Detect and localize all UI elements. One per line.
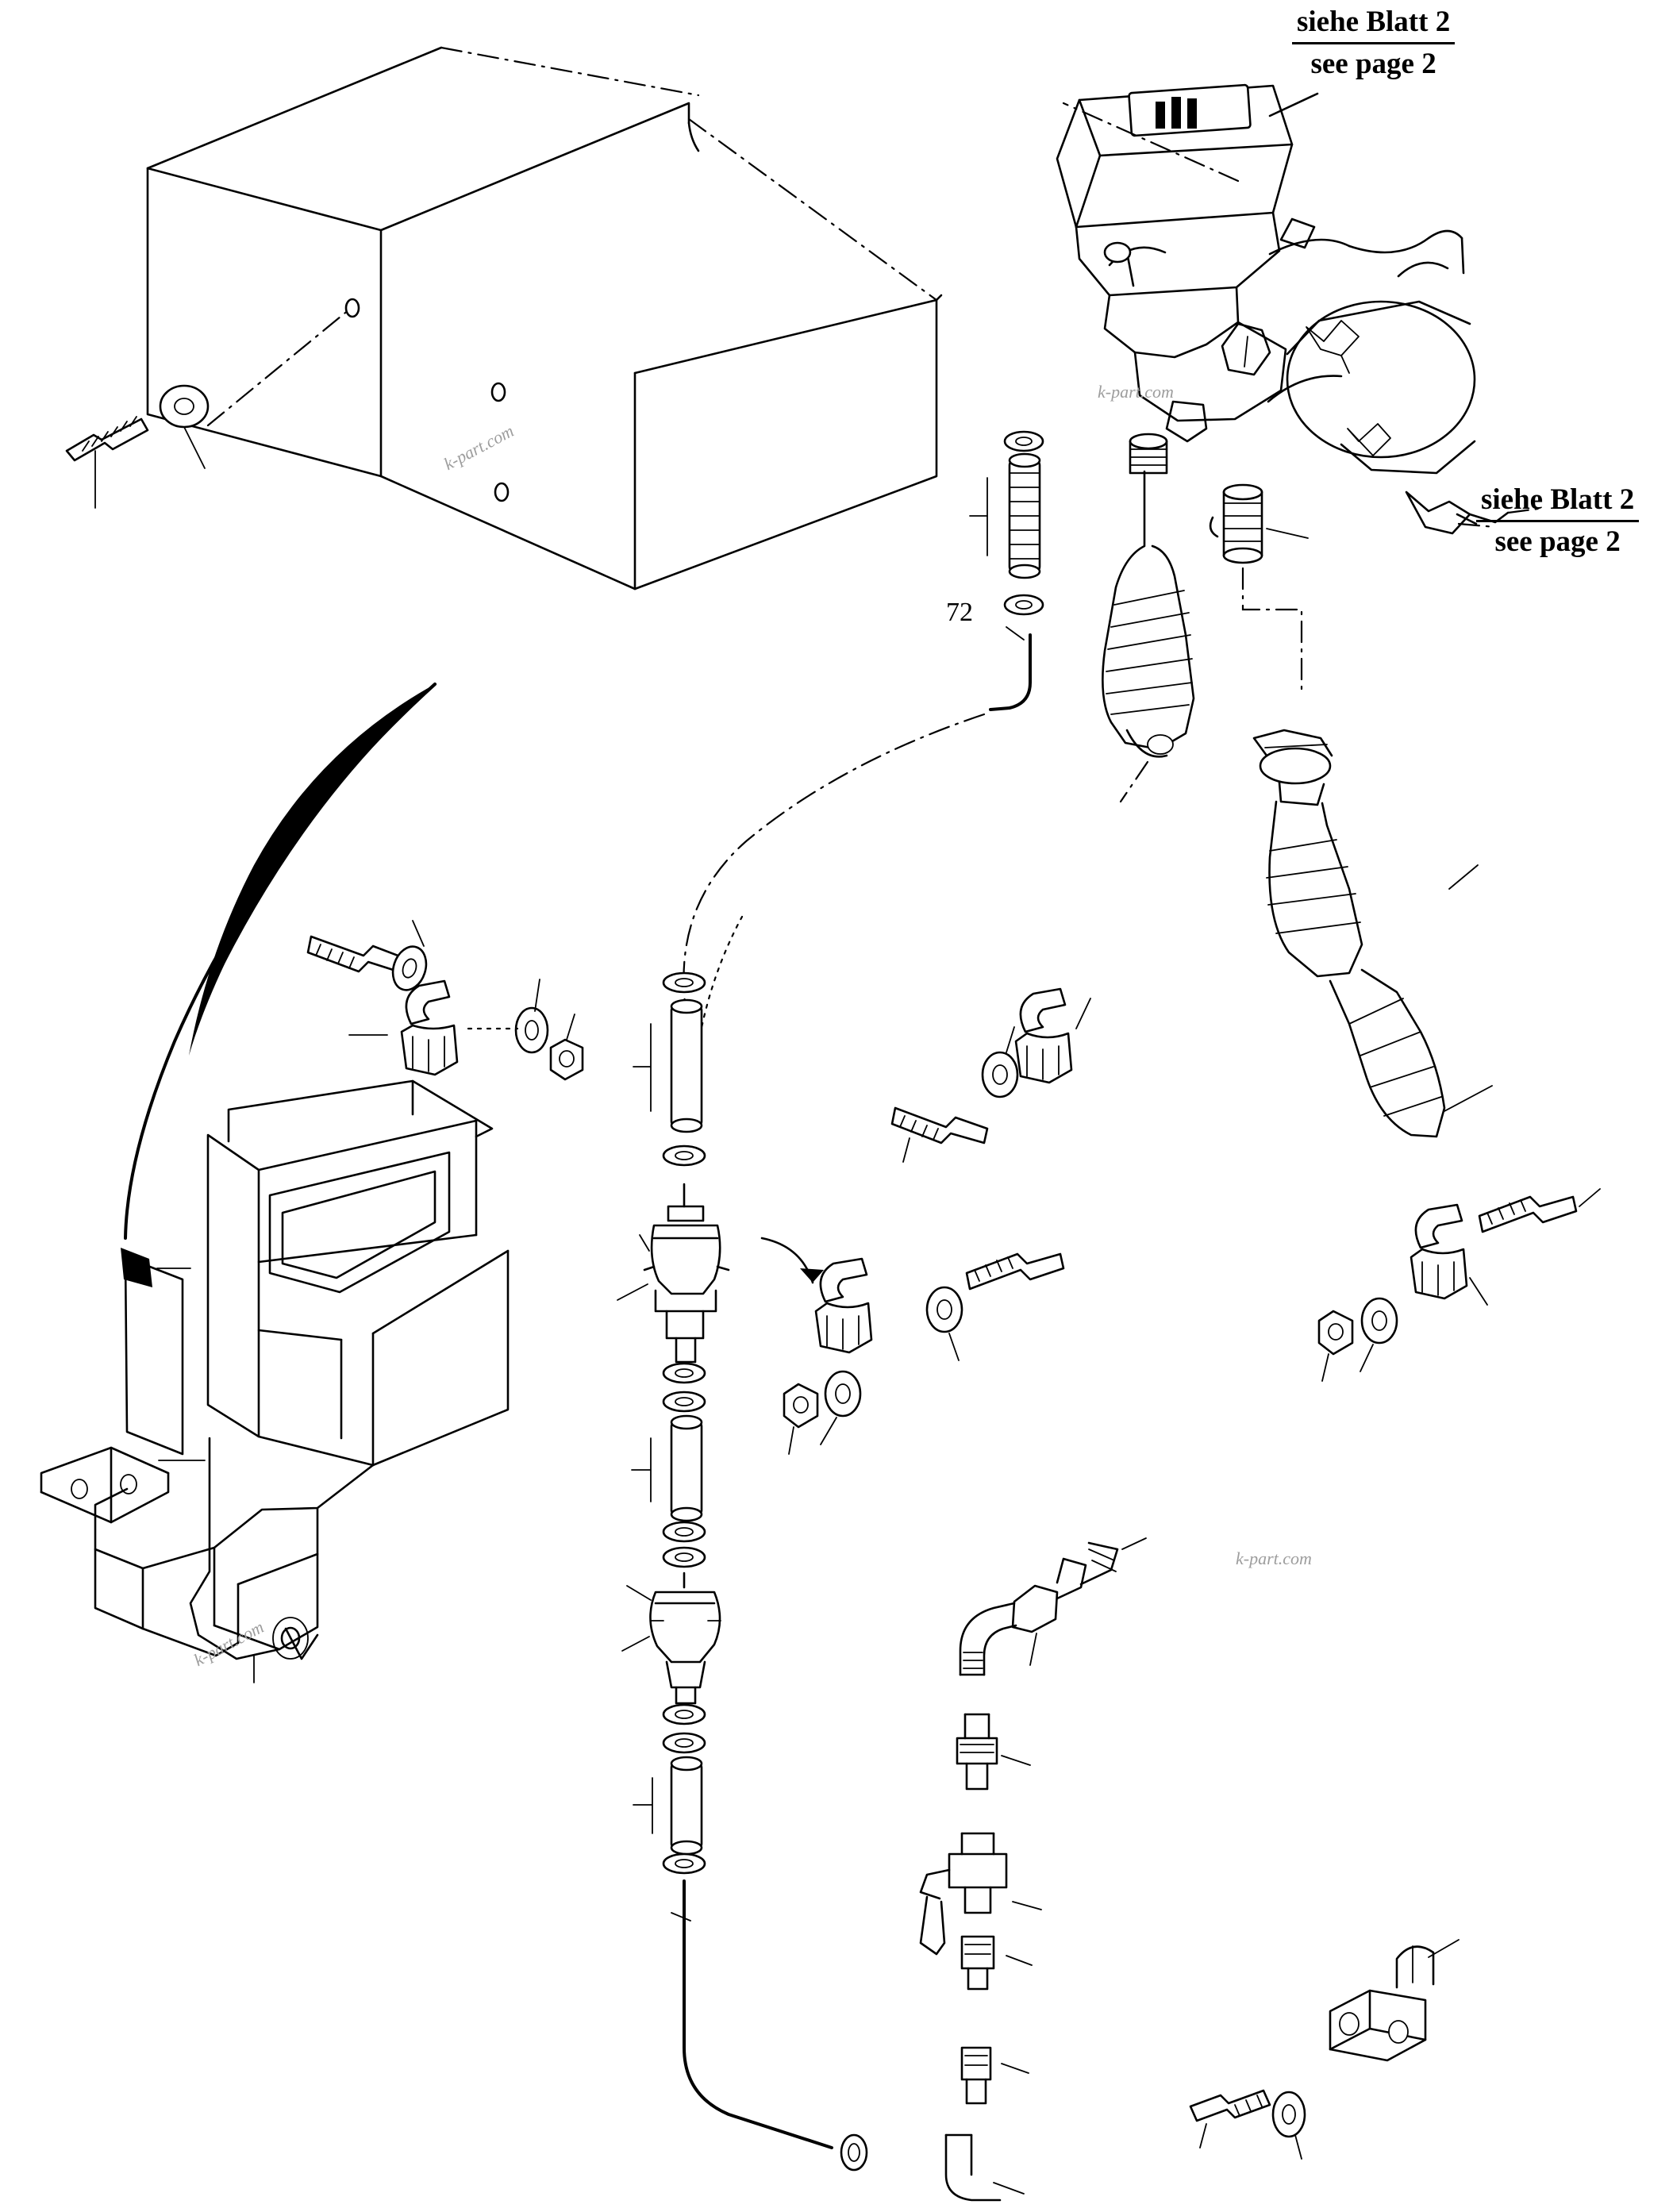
watermark-1: k-part.com bbox=[1098, 382, 1174, 402]
clamp-assembly-right-lower bbox=[1319, 1189, 1600, 1381]
clamp-assembly-center-lower bbox=[784, 1254, 1063, 1454]
bracket-assembly-lower-right bbox=[1190, 1940, 1459, 2159]
fittings-column bbox=[921, 1538, 1146, 2200]
reference-note-top-right-en: see page 2 bbox=[1310, 47, 1436, 80]
corrugated-hose-upper bbox=[1102, 434, 1194, 756]
watermark-2: k-part.com bbox=[440, 420, 517, 475]
watermark-4: k-part.com bbox=[190, 1616, 267, 1671]
reference-note-middle-right-en: see page 2 bbox=[1494, 525, 1621, 558]
watermark-3: k-part.com bbox=[1236, 1548, 1312, 1568]
fuel-filter bbox=[622, 1573, 721, 1703]
part-number-72: 72 bbox=[946, 598, 973, 627]
clamp-assembly-left-upper bbox=[308, 921, 583, 1079]
reference-note-middle-right bbox=[1476, 483, 1639, 559]
reference-note-middle-right-de: siehe Blatt 2 bbox=[1476, 483, 1639, 522]
reference-note-top-right bbox=[1292, 5, 1455, 81]
clamp-assembly-center bbox=[892, 989, 1090, 1162]
hose-clamp-upper-right bbox=[1210, 485, 1308, 563]
reference-note-top-right-de: siehe Blatt 2 bbox=[1292, 5, 1455, 44]
middle-right-hose bbox=[1254, 730, 1492, 1137]
machine-cab-view bbox=[41, 684, 508, 1683]
upper-hose-column bbox=[683, 432, 1043, 1111]
engine-pump-assembly bbox=[1057, 85, 1508, 533]
valve-body bbox=[617, 1184, 729, 1362]
main-vertical-line bbox=[308, 921, 867, 2170]
mount-bolt-washer bbox=[67, 386, 208, 508]
tank-box-assembly bbox=[67, 48, 941, 589]
